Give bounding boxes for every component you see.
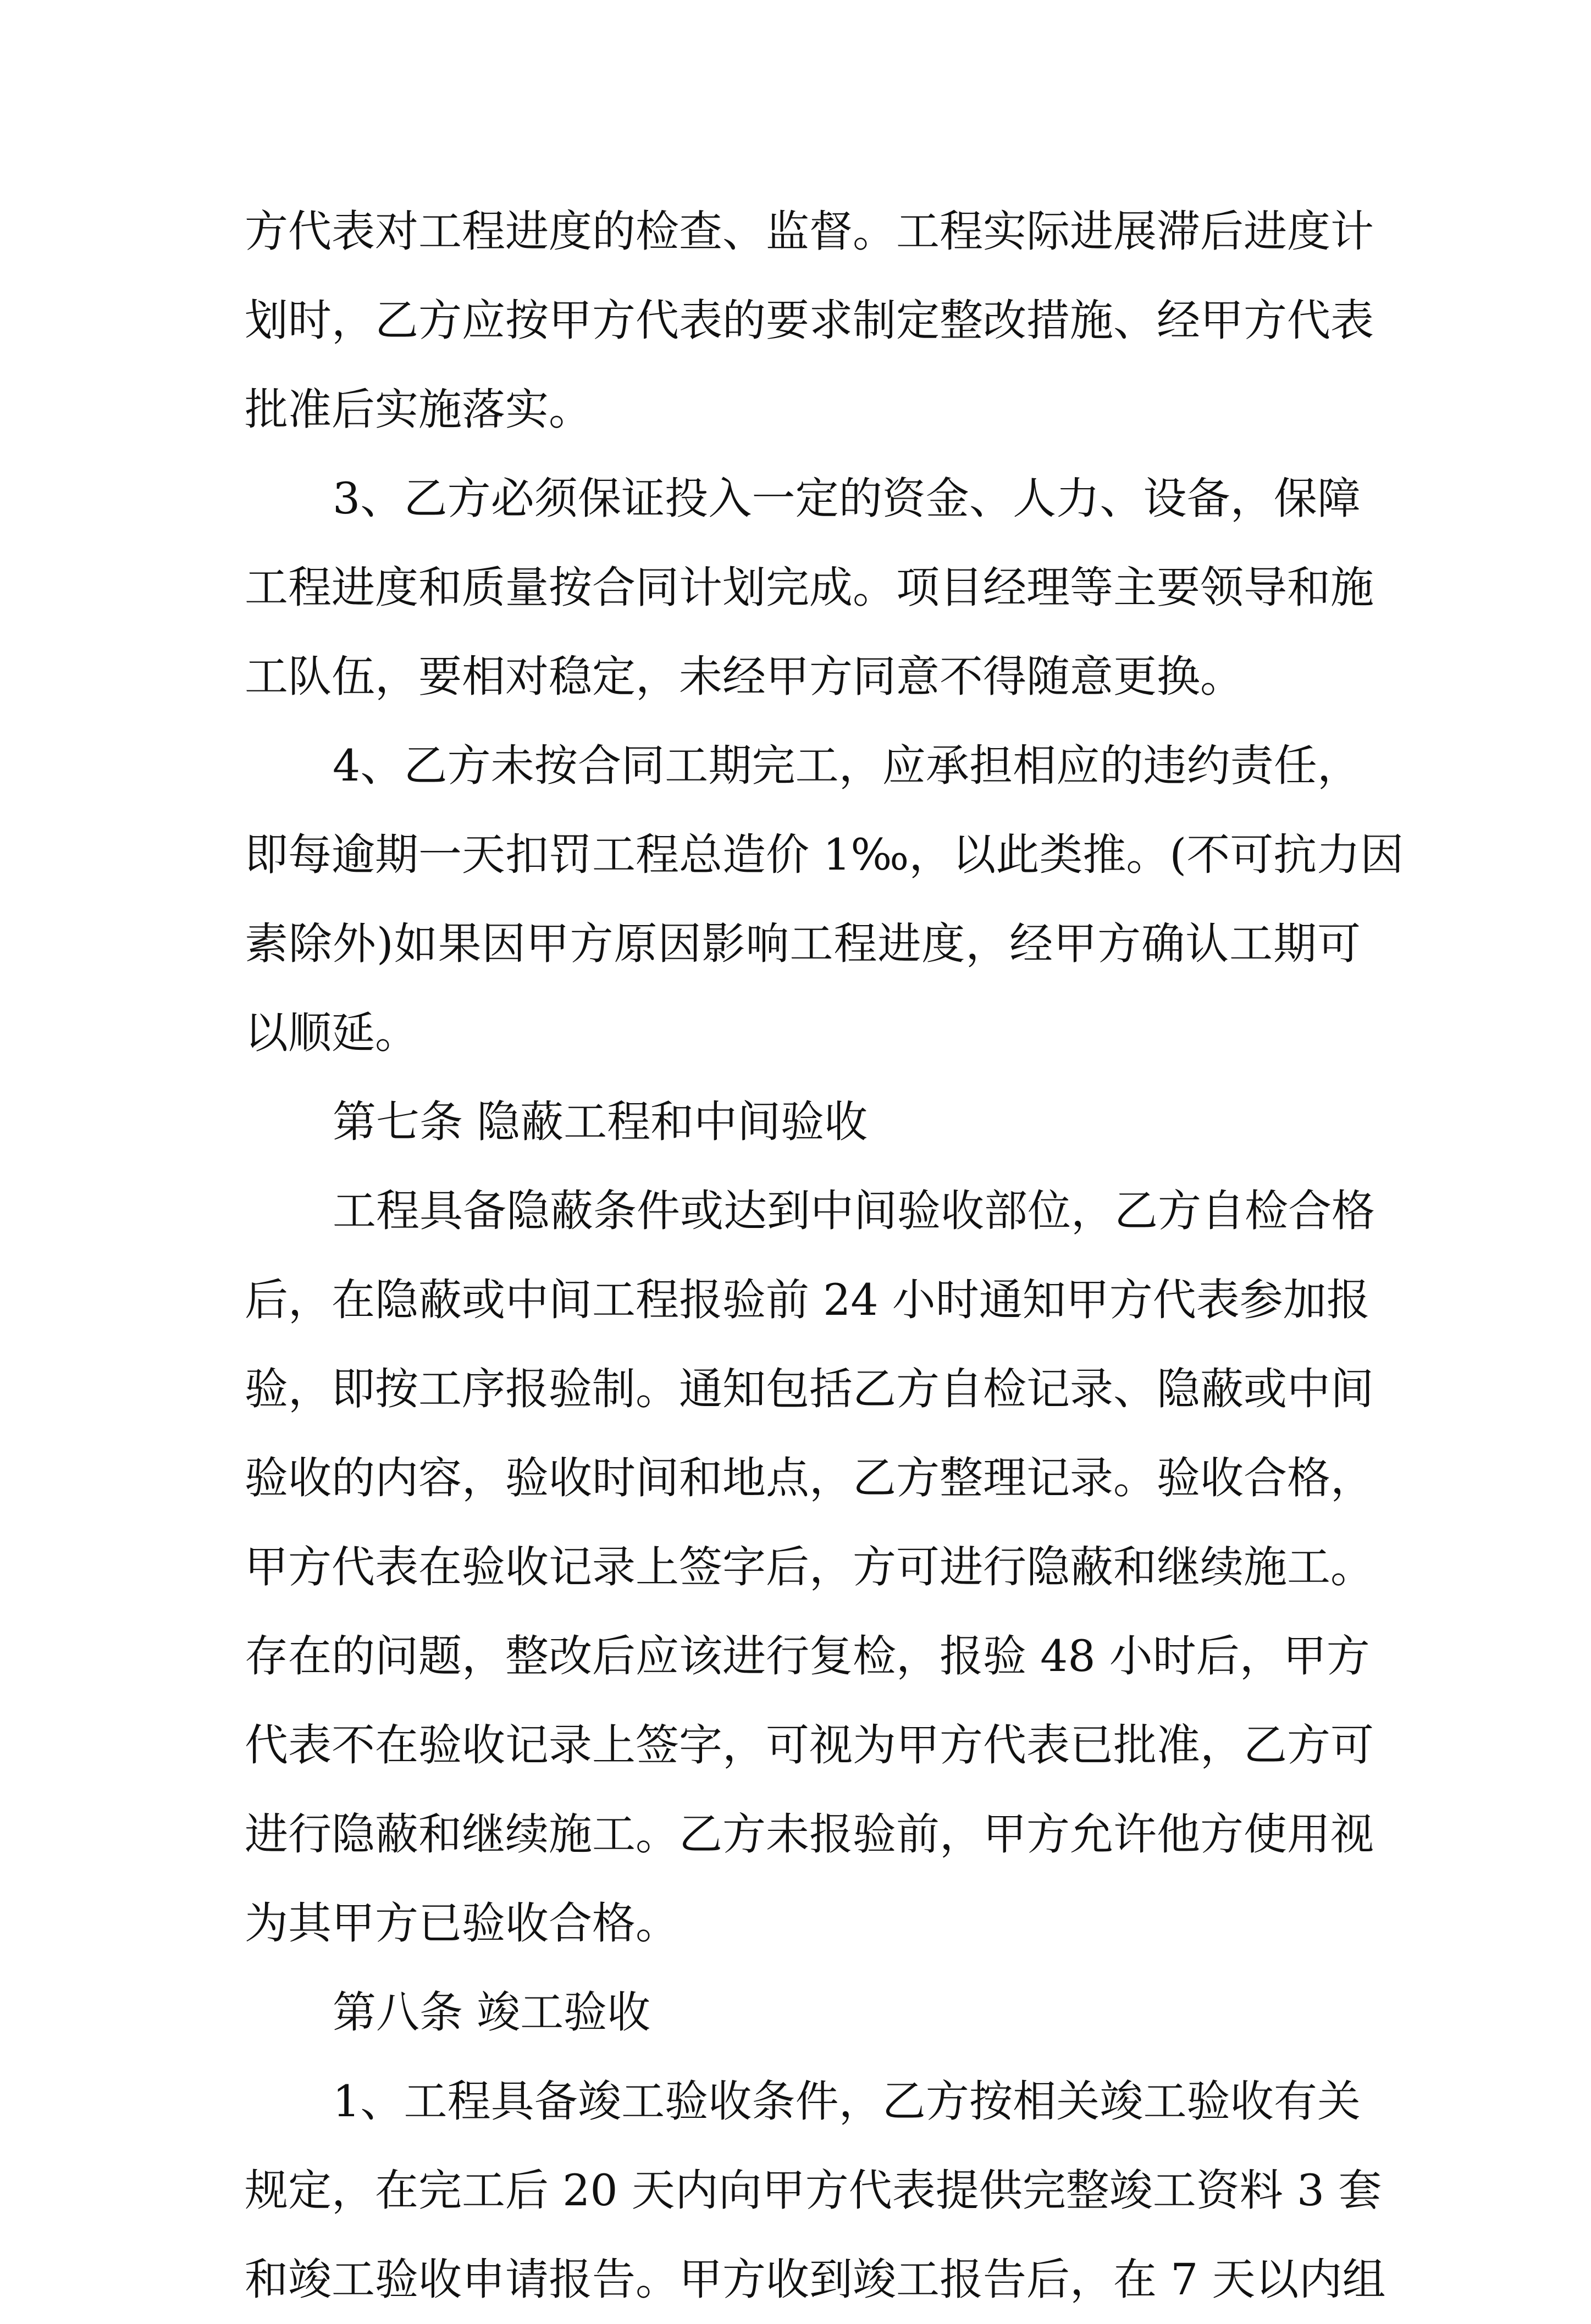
text-line: 素除外)如果因甲方原因影响工程进度，经甲方确认工期可 (245, 918, 1361, 969)
text-line: 为其甲方已验收合格。 (245, 1898, 679, 1949)
text-line: 工程具备隐蔽条件或达到中间验收部位，乙方自检合格 (333, 1186, 1375, 1236)
text-line: 工程进度和质量按合同计划完成。项目经理等主要领导和施 (245, 562, 1374, 613)
text-line: 方代表对工程进度的检查、监督。工程实际进展滞后进度计 (245, 206, 1374, 257)
text-line: 规定，在完工后 20 天内向甲方代表提供完整竣工资料 3 套 (245, 2165, 1382, 2216)
text-line: 存在的问题，整改后应该进行复检，报验 48 小时后，甲方 (245, 1631, 1370, 1681)
text-line: 工队伍，要相对稳定，未经甲方同意不得随意更换。 (245, 651, 1244, 702)
text-line: 即每逾期一天扣罚工程总造价 1‰，以此类推。(不可抗力因 (245, 829, 1404, 880)
text-line: 以顺延。 (245, 1008, 418, 1058)
text-line: 3、乙方必须保证投入一定的资金、人力、设备，保障 (333, 473, 1361, 524)
text-line: 验收的内容，验收时间和地点，乙方整理记录。验收合格， (245, 1453, 1374, 1503)
section-heading: 第八条 竣工验收 (333, 1987, 651, 2038)
document-body (245, 187, 1404, 2324)
text-line: 后，在隐蔽或中间工程报验前 24 小时通知甲方代表参加报 (245, 1275, 1370, 1325)
text-line: 批准后实施落实。 (245, 384, 592, 435)
text-line: 1、工程具备竣工验收条件，乙方按相关竣工验收有关 (333, 2076, 1361, 2127)
text-line: 代表不在验收记录上签字，可视为甲方代表已批准，乙方可 (245, 1720, 1374, 1770)
text-line: 4、乙方未按合同工期完工，应承担相应的违约责任， (333, 740, 1361, 791)
text-line: 进行隐蔽和继续施工。乙方未报验前，甲方允许他方使用视 (245, 1809, 1374, 1860)
text-line: 甲方代表在验收记录上签字后，方可进行隐蔽和继续施工。 (245, 1542, 1374, 1592)
section-heading: 第七条 隐蔽工程和中间验收 (333, 1097, 868, 1147)
text-line: 划时，乙方应按甲方代表的要求制定整改措施、经甲方代表 (245, 295, 1374, 346)
text-line: 验，即按工序报验制。通知包括乙方自检记录、隐蔽或中间 (245, 1364, 1374, 1414)
text-line: 和竣工验收申请报告。甲方收到竣工报告后，在 7 天以内组 (245, 2254, 1386, 2305)
